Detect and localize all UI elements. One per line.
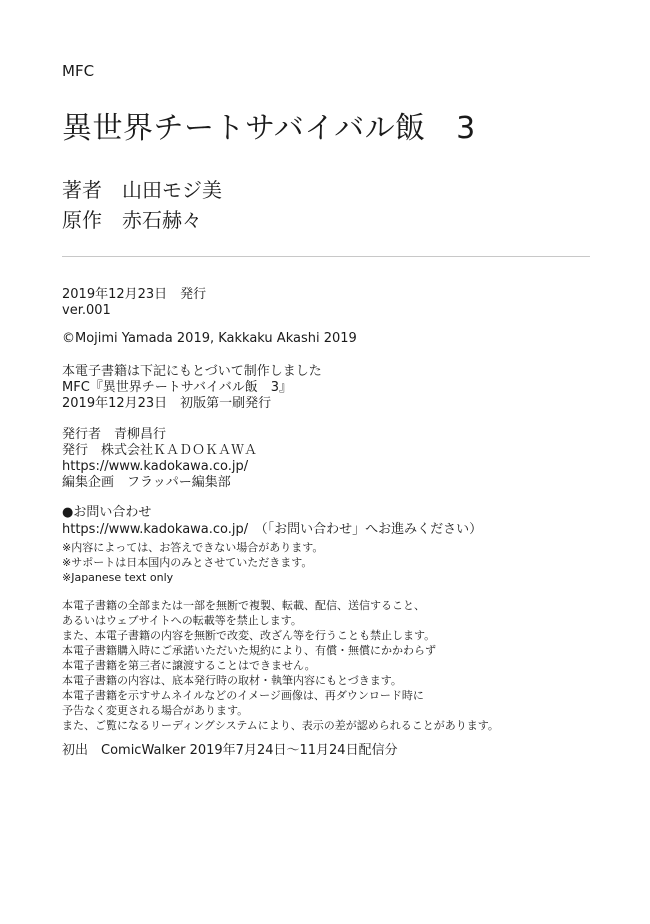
source-edition-line: 本電子書籍は下記にもとづいて制作しました — [62, 364, 322, 379]
publication-date: 2019年12月23日 発行 — [62, 287, 207, 302]
legal-note: また、ご覧になるリーディングシステムにより、表示の差が認められることがあります。 — [62, 719, 499, 732]
legal-note: 本電子書籍を示すサムネイルなどのイメージ画像は、再ダウンロード時に — [62, 689, 424, 702]
source-edition-line: MFC『異世界チートサバイバル飯 3』 — [62, 380, 293, 395]
credit-name: 山田モジ美 — [122, 178, 222, 202]
credit-name: 赤石赫々 — [122, 208, 202, 232]
credit-original — [62, 204, 202, 233]
legal-note: 本電子書籍を第三者に譲渡することはできません。 — [62, 659, 316, 672]
book-title: 異世界チートサバイバル飯 3 — [62, 111, 476, 146]
publisher-line: 編集企画 フラッパー編集部 — [62, 475, 231, 490]
publisher-url[interactable]: https://www.kadokawa.co.jp/ — [62, 459, 249, 474]
legal-note: 本電子書籍の全部または一部を無断で複製、転載、配信、送信すること、 — [62, 599, 425, 612]
inquiry-url[interactable]: https://www.kadokawa.co.jp/ （「お問い合わせ」へお進みください） — [62, 522, 483, 537]
inquiry-heading: ●お問い合わせ — [62, 505, 152, 520]
legal-note: 本電子書籍の内容は、底本発行時の取材・執筆内容にもとづきます。 — [62, 674, 402, 687]
divider — [62, 256, 590, 257]
inquiry-note: ※Japanese text only — [62, 571, 174, 584]
credit-role: 著者 — [62, 178, 102, 202]
imprint-label: MFC — [62, 62, 95, 80]
source-edition-line: 2019年12月23日 初版第一刷発行 — [62, 396, 272, 411]
legal-note: 本電子書籍購入時にご承諾いただいた規約により、有償・無償にかかわらず — [62, 644, 436, 657]
legal-note: 予告なく変更される場合があります。 — [62, 704, 249, 717]
credit-role: 原作 — [62, 208, 102, 232]
inquiry-note: ※内容によっては、お答えできない場合があります。 — [62, 541, 324, 554]
inquiry-note: ※サポートは日本国内のみとさせていただきます。 — [62, 556, 313, 569]
publisher-line: 発行 株式会社ＫＡＤＯＫＡＷＡ — [62, 443, 258, 458]
version: ver.001 — [62, 303, 111, 318]
copyright: ©Mojimi Yamada 2019, Kakkaku Akashi 2019 — [62, 331, 357, 346]
publisher-line: 発行者 青柳昌行 — [62, 427, 167, 442]
legal-note: また、本電子書籍の内容を無断で改変、改ざん等を行うことも禁止します。 — [62, 629, 436, 642]
credit-author — [62, 174, 222, 203]
first-appearance: 初出 ComicWalker 2019年7月24日～11月24日配信分 — [62, 743, 398, 758]
legal-note: あるいはウェブサイトへの転載等を禁止します。 — [62, 614, 302, 627]
